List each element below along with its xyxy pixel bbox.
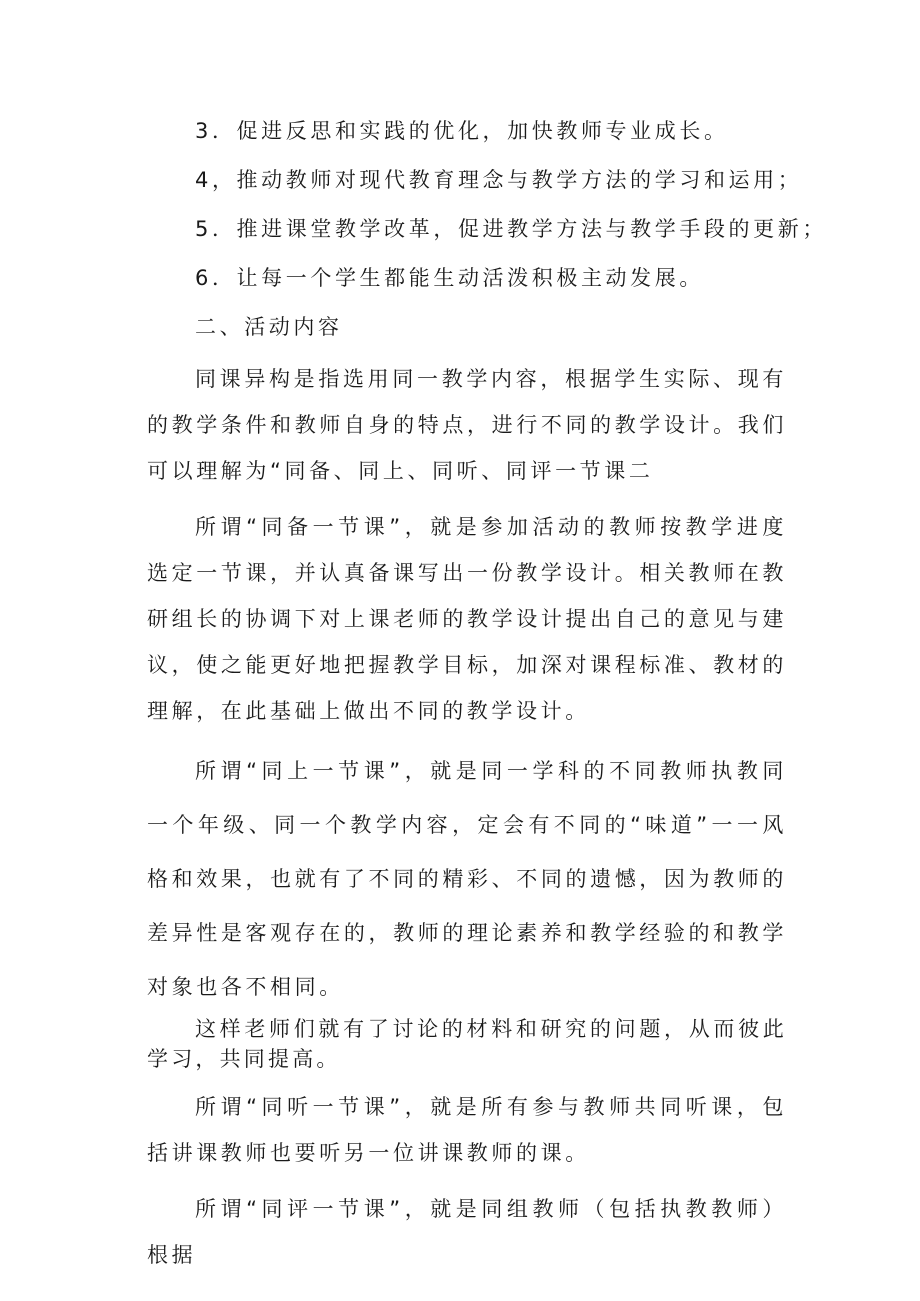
paragraph-same-evaluate: 所谓“同评一节课”，就是同组教师（包括执教教师）根据	[147, 1197, 787, 1267]
list-item-6: 6．让每一个学生都能生动活泼积极主动发展。	[195, 266, 704, 290]
paragraph-same-teach: 所谓“同上一节课”，就是同一学科的不同教师执教同一个年级、同一个教学内容，定会有不同的“味道”一一风格和效果，也就有了不同的精彩、不同的遗憾，因为教师的差异性是客观存在的，教师的理论素养和教学经验的和教学对象也各不相同。	[147, 759, 787, 999]
list-item-3: 3．促进反思和实践的优化，加快教师专业成长。	[195, 119, 729, 143]
paragraph-learn-together: 这样老师们就有了讨论的材料和研究的问题，从而彼此学习，共同提高。	[147, 1017, 787, 1071]
paragraph-definition: 同课异构是指选用同一教学内容，根据学生实际、现有的教学条件和教师自身的特点，进行不同的教学设计。我们可以理解为“同备、同上、同听、同评一节课二	[147, 367, 787, 483]
document-body	[147, 108, 827, 1278]
list-item-5: 5．推进课堂教学改革，促进教学方法与教学手段的更新；	[195, 217, 827, 241]
paragraph-same-prepare: 所谓“同备一节课”，就是参加活动的教师按教学进度选定一节课，并认真备课写出一份教学设计。相关教师在教研组长的协调下对上课老师的教学设计提出自己的意见与建议，使之能更好地把握教学目标，加深对课程标准、教材的理解，在此基础上做出不同的教学设计。	[147, 515, 787, 723]
section-heading: 二、活动内容	[195, 315, 343, 339]
list-item-4: 4，推动教师对现代教育理念与教学方法的学习和运用；	[195, 168, 803, 192]
paragraph-same-listen: 所谓“同听一节课”，就是所有参与教师共同听课，包括讲课教师也要听另一位讲课教师的课。	[147, 1095, 787, 1165]
